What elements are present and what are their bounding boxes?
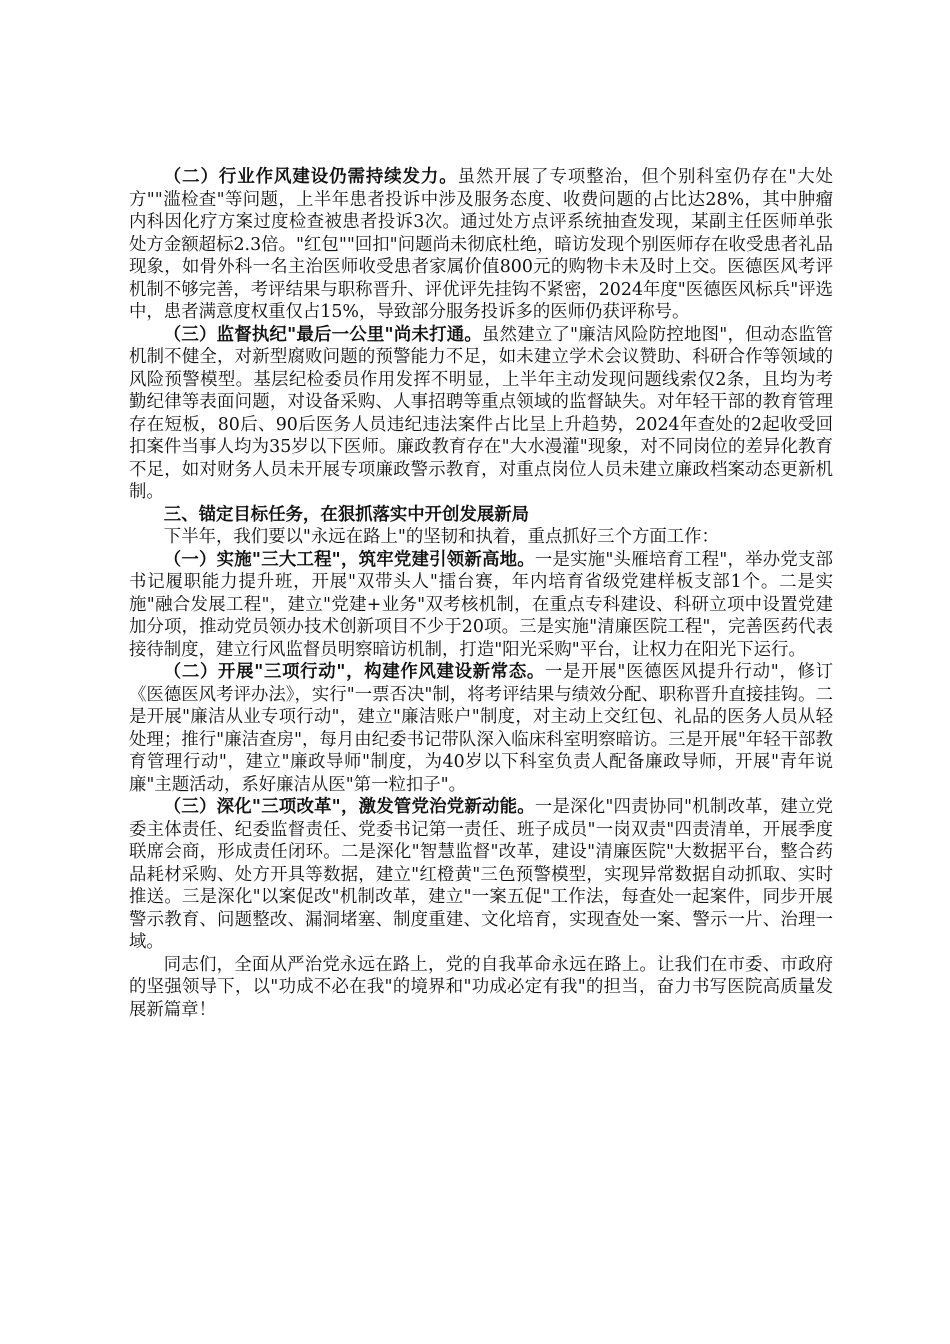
paragraph-body: 一是深化"四责协同"机制改革，建立党委主体责任、纪委监督责任、党委书记第一责任、班子成员"一岗双责"四责清单，开展季度联席会商，形成责任闭环。二是深化"智慧监督"改革，建设"清廉医院"大数据平台，整合药品耗材采购、处方开具等数据，建立"红橙黄"三色预警模型，实现异常数据自动抓取、实时推送。三是深化"以案促改"机制改革，建立"一案五促"工作法，每查处一起案件，同步开展警示教育、问题整改、漏洞堵塞、制度重建、文化培育，实现查处一案、警示一片、治理一域。	[129, 797, 834, 952]
paragraph-body: 虽然建立了"廉洁风险防控地图"，但动态监管机制不健全，对新型腐败问题的预警能力不足，如未建立学术会议赞助、科研合作等领域的风险预警模型。基层纪检委员作用发挥不明显，上半年主动发现问题线索仅2条，且均为考勤纪律等表面问题，对设备采购、人事招聘等重点领域的监督缺失。对年轻干部的教育管理存在短板，80后、90后医务人员违纪违法案件占比呈上升趋势，2024年查处的2起收受回扣案件当事人均为35岁以下医师。廉政教育存在"大水漫灌"现象，对不同岗位的差异化教育不足，如对财务人员未开展专项廉政警示教育，对重点岗位人员未建立廉政档案动态更新机制。	[129, 324, 833, 502]
paragraph-heading: （一）实施"三大工程"，筑牢党建引领新高地。	[163, 549, 535, 570]
paragraph-three-projects	[129, 549, 833, 662]
paragraph-closing	[129, 954, 833, 1022]
paragraph-heading: （三）监督执纪"最后一公里"尚未打通。	[163, 324, 482, 345]
paragraph-body: 一是实施"头雁培育工程"，举办党支部书记履职能力提升班，开展"双带头人"擂台赛，年内培育省级党建样板支部1个。二是实施"融合发展工程"，建立"党建+业务"双考核机制，在重点专科建设、科研立项中设置党建加分项，推动党员领办技术创新项目不少于20项。三是实施"清廉医院工程"，完善医药代表接待制度，建立行风监督员明察暗访机制，打造"阳光采购"平台，让权力在阳光下运行。	[129, 549, 834, 660]
paragraph-heading: （二）开展"三项行动"，构建作风建设新常态。	[163, 662, 546, 682]
paragraph-three-actions	[129, 661, 833, 796]
paragraph-body: 下半年，我们要以"永远在路上"的坚韧和执着，重点抓好三个方面工作：	[163, 527, 719, 547]
paragraph-heading: （二）行业作风建设仍需持续发力。	[163, 167, 458, 187]
document-page	[129, 166, 833, 1021]
paragraph-industry-style	[129, 166, 833, 324]
paragraph-body: 同志们，全面从严治党永远在路上，党的自我革命永远在路上。让我们在市委、市政府的坚强领导下，以"功成不必在我"的境界和"功成必定有我"的担当，奋力书写医院高质量发展新篇章！	[129, 954, 833, 1020]
paragraph-body: 一是开展"医德医风提升行动"，修订《医德医风考评办法》，实行"一票否决"制，将考评结果与绩效分配、职称晋升直接挂钩。二是开展"廉洁从业专项行动"，建立"廉洁账户"制度，对主动上交红包、礼品的医务人员从轻处理；推行"廉洁查房"，每月由纪委书记带队深入临床科室明察暗访。三是开展"年轻干部教育管理行动"，建立"廉政导师"制度，为40岁以下科室负责人配备廉政导师，开展"青年说廉"主题活动，系好廉洁从医"第一粒扣子"。	[129, 662, 834, 795]
section-heading-text: 三、锚定目标任务，在狠抓落实中开创发展新局	[163, 504, 530, 525]
section-heading	[129, 504, 833, 527]
paragraph-supervision	[129, 324, 833, 504]
paragraph-three-reforms	[129, 796, 833, 954]
paragraph-intro	[129, 526, 833, 549]
paragraph-body: 虽然开展了专项整治，但个别科室仍存在"大处方""滥检查"等问题，上半年患者投诉中涉及服务态度、收费问题的占比达28%，其中肿瘤内科因化疗方案过度检查被患者投诉3次。通过处方点评系统抽查发现，某副主任医师单张处方金额超标2.3倍。"红包""回扣"问题尚未彻底杜绝，暗访发现个别医师存在收受患者礼品现象，如骨外科一名主治医师收受患者家属价值800元的购物卡未及时上交。医德医风考评机制不够完善，考评结果与职称晋升、评优评先挂钩不紧密，2024年度"医德医风标兵"评选中，患者满意度权重仅占15%，导致部分服务投诉多的医师仍获评称号。	[129, 167, 833, 322]
paragraph-heading: （三）深化"三项改革"，激发管党治党新动能。	[163, 797, 535, 817]
